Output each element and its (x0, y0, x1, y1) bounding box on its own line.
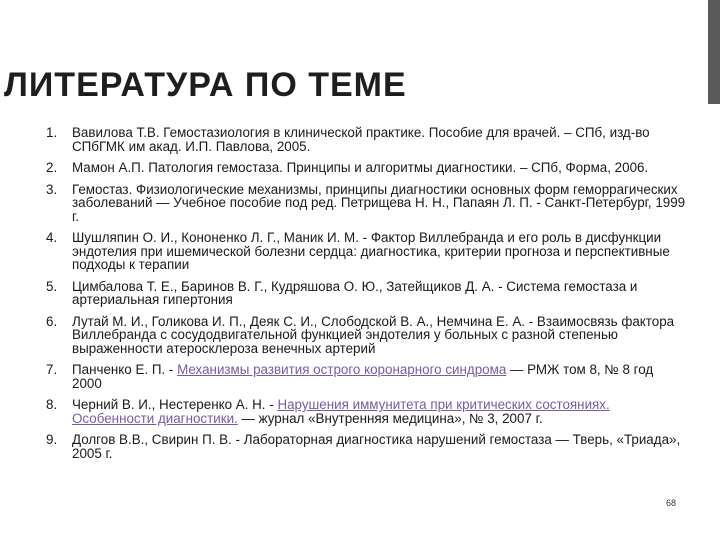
ref-number: 2. (46, 160, 58, 175)
page-title: ЛИТЕРАТУРА ПО ТЕМЕ (4, 66, 407, 104)
accent-bar (708, 0, 720, 104)
ref-text-after: — журнал «Внутренняя медицина», № 3, 2007 г. (237, 410, 543, 426)
ref-text: Шушляпин О. И., Кононенко Л. Г., Маник И. М. - Фактор Виллебранда и его роль в дисфункции эндотелия при ишемической болезни сердца: диагностика, критерии прогноза и перспективные подходы к терапии (72, 230, 670, 272)
ref-text: Долгов В.В., Свирин П. В. - Лабораторная диагностика нарушений гемостаза — Тверь, «Триада», 2005 г. (72, 432, 681, 461)
ref-number: 3. (46, 181, 58, 197)
ref-number: 5. (46, 278, 58, 294)
list-item (46, 363, 686, 390)
ref-number: 8. (46, 397, 58, 412)
list-item (46, 231, 686, 272)
list-item (46, 126, 686, 153)
list-item (46, 398, 686, 425)
ref-link[interactable]: Нарушения иммунитета при критических состояниях. Особенности диагностики. (72, 397, 610, 426)
ref-number: 7. (46, 362, 58, 377)
ref-link[interactable]: Механизмы развития острого коронарного синдрома (177, 362, 507, 377)
ref-text-after: — РМЖ том 8, № 8 год 2000 (72, 362, 654, 391)
ref-number: 1. (46, 125, 58, 140)
ref-text-before: Панченко Е. П. - (72, 362, 178, 377)
list-item (46, 183, 686, 224)
ref-text: Вавилова Т.В. Гемостазиология в клинической практике. Пособие для врачей. – СПб, изд-во СПбГМК им акад. И.П. Павлова, 2005. (72, 125, 650, 154)
ref-number: 9. (46, 432, 58, 447)
reference-list (46, 126, 686, 468)
list-item (46, 280, 686, 307)
ref-text: Лутай М. И., Голикова И. П., Деяк С. И., Слободской В. А., Немчина Е. А. - Взаимосвязь фактора Виллебранда с сосудодвигательной функцией эндотелия у больных с разной степенью выраженности атеросклероза венечных артерий (72, 313, 675, 356)
ref-text-before: Черний В. И., Нестеренко А. Н. - (72, 397, 278, 412)
ref-number: 6. (46, 313, 58, 329)
page-number: 68 (665, 498, 676, 508)
ref-number: 4. (46, 230, 58, 245)
list-item (46, 161, 686, 175)
ref-text: Мамон А.П. Патология гемостаза. Принципы и алгоритмы диагностики. – СПб, Форма, 2006. (72, 160, 649, 175)
ref-text: Гемостаз. Физиологические механизмы, принципы диагностики основных форм геморрагических заболеваний — Учебное пособие под ред. Петрищева Н. Н., Папаян Л. П. - Санкт-Петербург, 1999 г. (72, 181, 686, 224)
ref-text: Цимбалова Т. Е., Баринов В. Г., Кудряшова О. Ю., Затейщиков Д. А. - Система гемостаза и артериальная гипертония (72, 278, 638, 307)
list-item (46, 315, 686, 356)
list-item (46, 433, 686, 460)
